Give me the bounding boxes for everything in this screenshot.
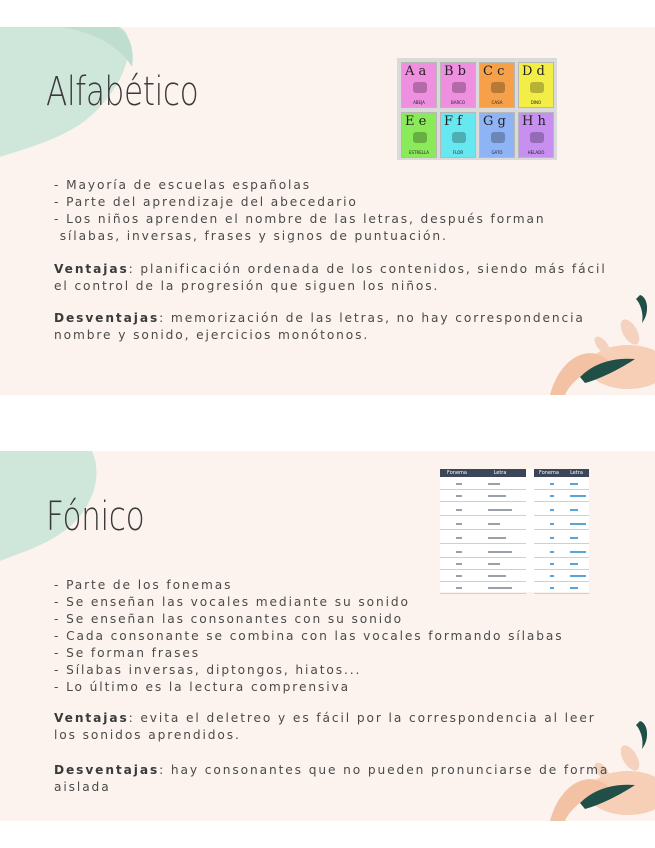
table-cell (570, 523, 586, 525)
table-cell (550, 537, 554, 539)
list-item: - Lo último es la lectura comprensiva (54, 680, 350, 694)
table-row-line (534, 557, 589, 558)
table-row-line (534, 529, 589, 530)
table-cell (550, 551, 554, 553)
advantages-paragraph (54, 261, 614, 295)
list-item: - Se enseñan las vocales mediante su sonido (54, 595, 410, 609)
alphabet-card (479, 62, 515, 108)
table-cell (488, 483, 500, 485)
alphabet-card (440, 112, 476, 158)
list-item: - Sílabas inversas, diptongos, hiatos... (54, 663, 362, 677)
list-item: - Se forman frases (54, 646, 201, 660)
card-letters: A a (405, 64, 427, 79)
advantages-paragraph (54, 710, 614, 744)
list-item: - Parte de los fonemas (54, 578, 233, 592)
table-row-line (534, 515, 589, 516)
card-picture (413, 82, 427, 93)
table-row-line (440, 543, 526, 544)
table-cell (488, 509, 512, 511)
table-row-line (440, 515, 526, 516)
card-word: GATO (491, 150, 503, 155)
table-cell (456, 483, 462, 485)
card-letters: F f (444, 114, 462, 129)
table-row-line (534, 501, 589, 502)
bullet-list (54, 577, 564, 696)
card-picture (491, 132, 505, 143)
table-row-line (534, 489, 589, 490)
table-row-line (440, 501, 526, 502)
table-row-line (440, 529, 526, 530)
card-letters: G g (483, 114, 506, 129)
list-item: - Los niños aprenden el nombre de las letras, después forman (54, 212, 546, 226)
table-cell (570, 551, 586, 553)
advantages-label: Ventajas (54, 711, 129, 725)
table-cell (456, 563, 462, 565)
table-cell (570, 483, 578, 485)
table-row-line (534, 543, 589, 544)
card-word: DINO (530, 100, 542, 105)
table-cell (570, 537, 578, 539)
table-cell (570, 509, 578, 511)
bullet-list (54, 177, 546, 245)
table-cell (550, 483, 554, 485)
card-letters: B b (444, 64, 467, 79)
table-row-line (440, 489, 526, 490)
card-letters: D d (522, 64, 545, 79)
list-item: - Se enseñan las consonantes con su sonido (54, 612, 404, 626)
table-cell (488, 551, 512, 553)
card-picture (452, 132, 466, 143)
slide-alfabetico (0, 27, 655, 395)
page-title: Alfabético (46, 69, 199, 115)
disadvantages-paragraph (54, 310, 614, 344)
disadvantages-text: : hay consonantes que no pueden pronunciarse de forma aislada (54, 763, 610, 794)
card-picture (491, 82, 505, 93)
advantages-text: : evita el deletreo y es fácil por la correspondencia al leer los sonidos aprendidos. (54, 711, 596, 742)
table-cell (550, 523, 554, 525)
table-cell (570, 575, 586, 577)
list-item: - Parte del aprendizaje del abecedario (54, 195, 358, 209)
card-letters: E e (405, 114, 427, 129)
disadvantages-label: Desventajas (54, 311, 160, 325)
advantages-label: Ventajas (54, 262, 129, 276)
card-picture (530, 82, 544, 93)
card-picture (452, 82, 466, 93)
alphabet-card (440, 62, 476, 108)
table-cell (570, 587, 578, 589)
card-word: ABEJA (413, 100, 425, 105)
card-letters: C c (483, 64, 505, 79)
disadvantages-text: : memorización de las letras, no hay correspondencia nombre y sonido, ejercicios monótonos. (54, 311, 585, 342)
alphabet-card (518, 112, 554, 158)
table-header: Fonema (534, 469, 564, 477)
table-row-line (534, 569, 589, 570)
table-cell (570, 495, 586, 497)
list-item: - Cada consonante se combina con las vocales formando sílabas (54, 629, 564, 643)
page-title: Fónico (46, 494, 145, 540)
card-word: BARCO (450, 100, 465, 105)
table-cell (456, 537, 462, 539)
table-header: Letra (564, 469, 589, 477)
table-cell (456, 495, 462, 497)
table-cell (488, 523, 500, 525)
table-cell (570, 563, 578, 565)
table-header: Fonema (440, 469, 474, 477)
table-cell (550, 563, 554, 565)
list-item: sílabas, inversas, frases y signos de puntuación. (54, 229, 448, 243)
table-cell (456, 509, 462, 511)
table-header: Letra (474, 469, 526, 477)
table-cell (456, 523, 462, 525)
advantages-text: : planificación ordenada de los contenidos, siendo más fácil el control de la progresión que siguen los niños. (54, 262, 607, 293)
card-word: ESTRELLA (408, 150, 430, 155)
phoneme-table-image (440, 469, 589, 592)
list-item: - Mayoría de escuelas españolas (54, 178, 311, 192)
alphabet-card (479, 112, 515, 158)
table-cell (550, 495, 554, 497)
card-picture (530, 132, 544, 143)
table-cell (488, 537, 506, 539)
table-row-line (440, 557, 526, 558)
alphabet-card (401, 62, 437, 108)
alphabet-cards-image (397, 58, 557, 160)
card-word: CASA (491, 100, 503, 105)
alphabet-card (518, 62, 554, 108)
card-picture (413, 132, 427, 143)
card-word: FLOR (452, 150, 464, 155)
table-cell (550, 509, 554, 511)
table-cell (488, 563, 500, 565)
disadvantages-paragraph (54, 762, 614, 796)
alphabet-card (401, 112, 437, 158)
table-row-line (440, 569, 526, 570)
table-cell (488, 495, 506, 497)
disadvantages-label: Desventajas (54, 763, 160, 777)
card-letters: H h (522, 114, 546, 129)
card-word: HELADO (527, 150, 545, 155)
table-cell (456, 551, 462, 553)
slide-fonico (0, 451, 655, 821)
